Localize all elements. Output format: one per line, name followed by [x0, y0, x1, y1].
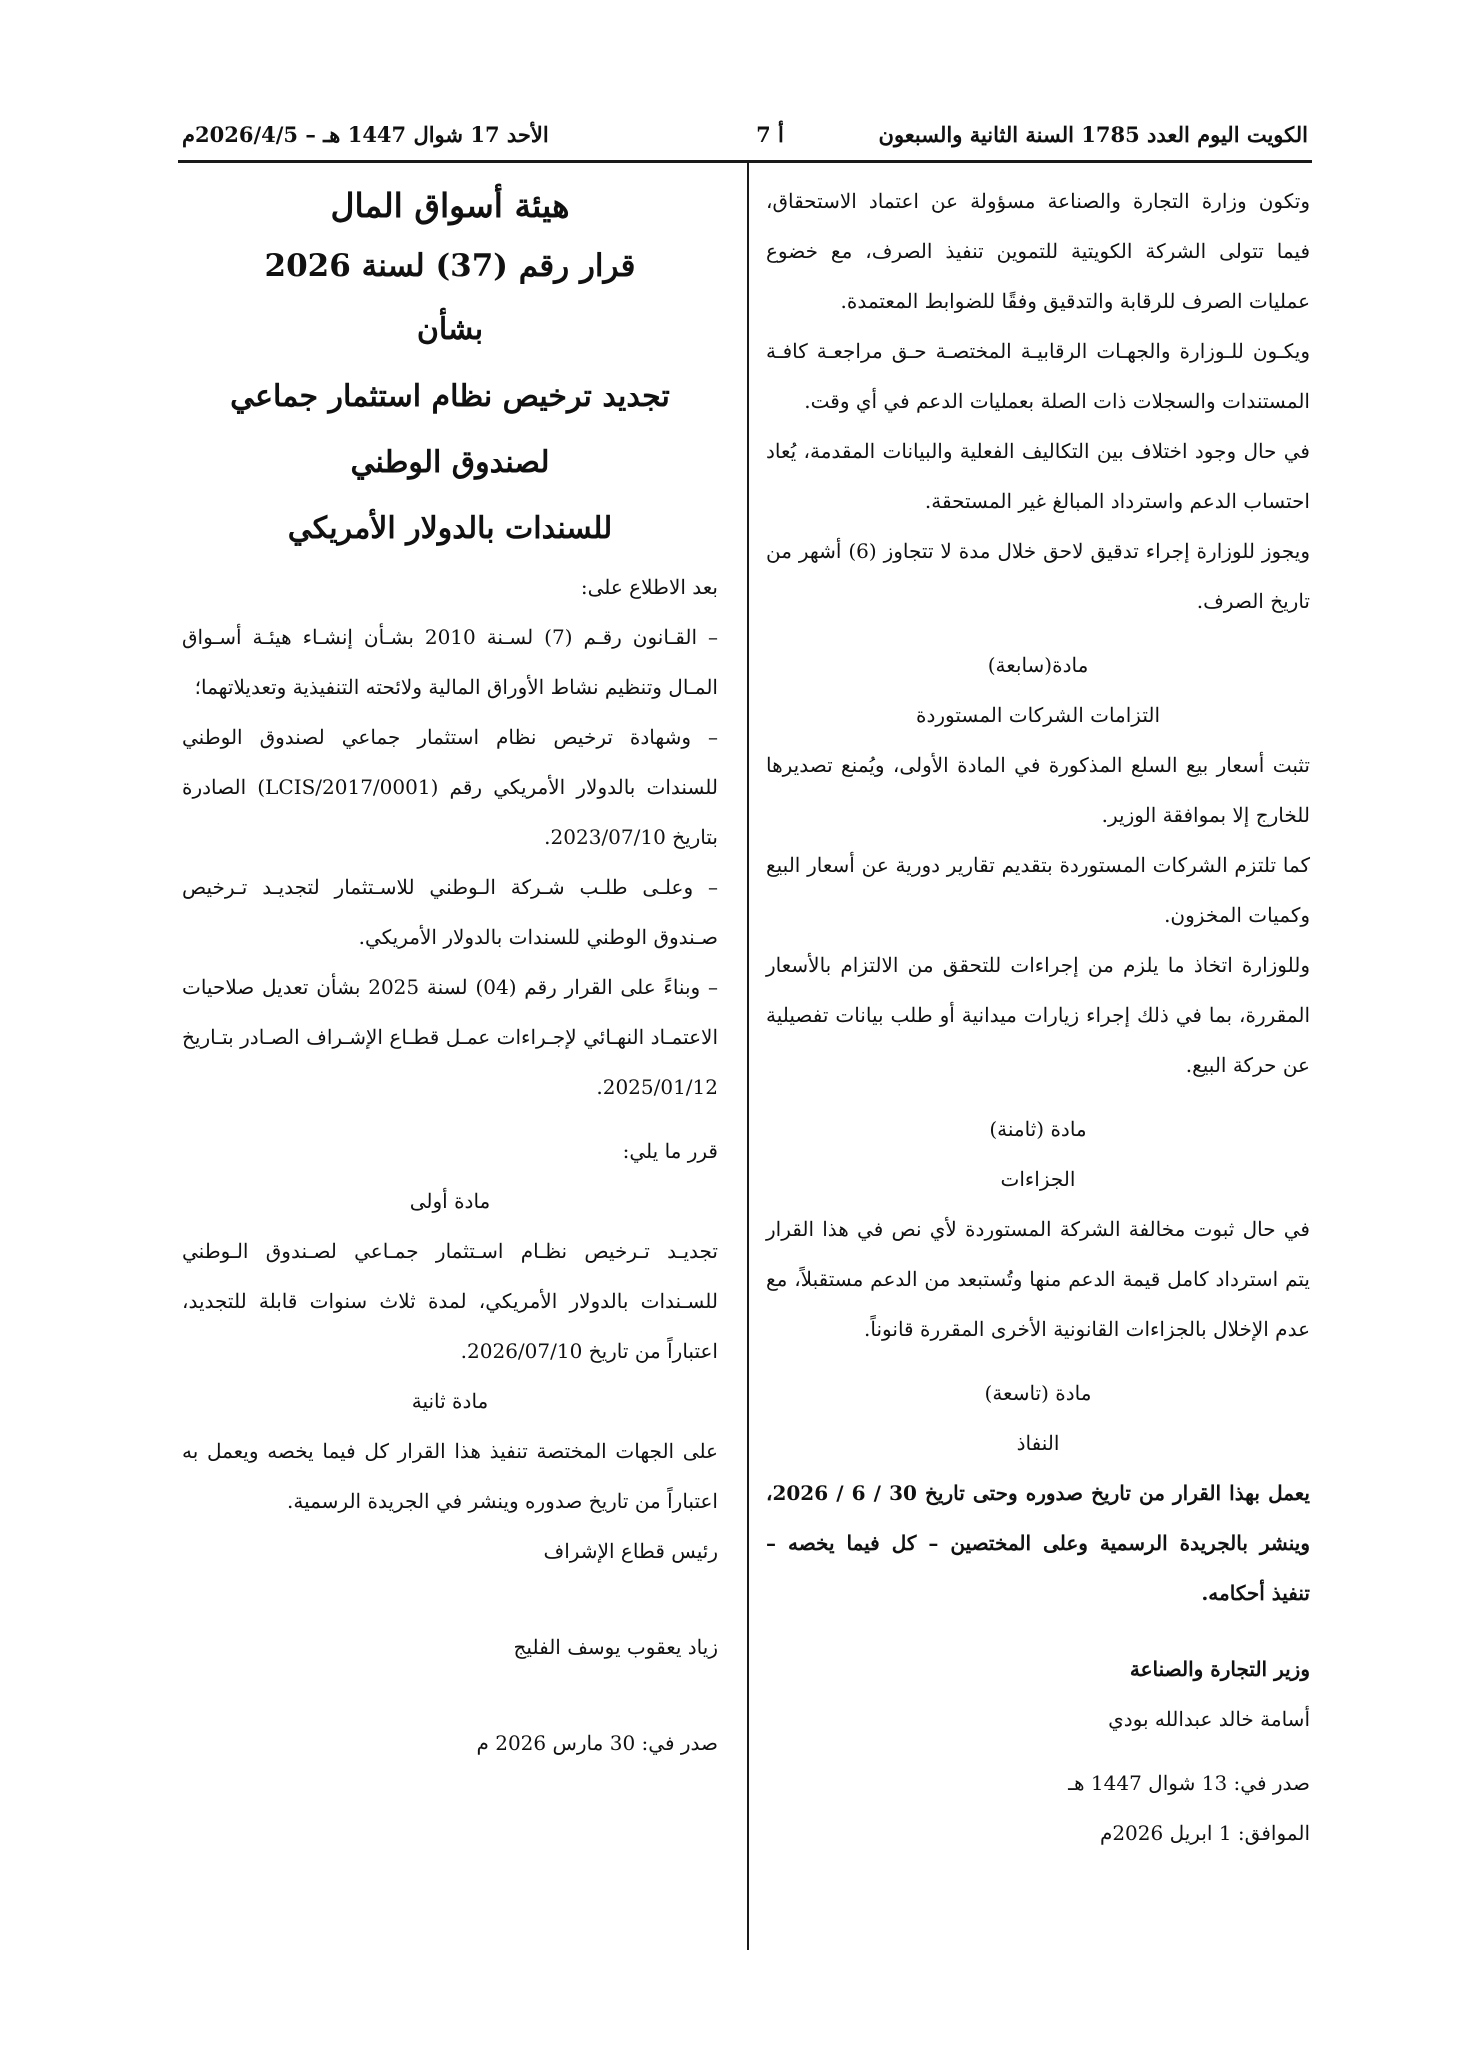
para-effect: يعمل بهذا القرار من تاريخ صدوره وحتى تاريخ 30 / 6 / 2026، وينشر بالجريدة الرسمية وعلى المختصين – كل فيما يخصه – تنفيذ أحكامه. [766, 1481, 1310, 1605]
para-eligibility: وتكون وزارة التجارة والصناعة مسؤولة عن اعتماد الاستحقاق، فيما تتولى الشركة الكويتية للتموين تنفيذ الصرف، مع خضوع عمليات الصرف للرقابة والتدقيق وفقًا للضوابط المعتمدة. [766, 189, 1310, 313]
article-1-title: مادة أولى [409, 1189, 491, 1213]
article-1-text: تجديـد تـرخيص نظـام اسـتثمار جمـاعي لصـندوق الـوطني للسـندات بالدولار الأمريكي، لمدة ثلاث سنوات قابلة للتجديد، اعتباراً من تاريخ 2026/07/10. [182, 1239, 718, 1363]
decision-regarding: بشأن [416, 312, 484, 347]
recital-request: – وعلـى طلـب شـركة الـوطني للاسـتثمار لتجديـد تـرخيص صـندوق الوطني للسندات بالدولار الأمريكي. [182, 875, 718, 949]
corresponding-date: الموافق: 1 ابريل 2026م [1099, 1821, 1310, 1845]
article-9-subtitle: النفاذ [1016, 1431, 1060, 1455]
decided-label: قرر ما يلي: [622, 1139, 718, 1163]
article-7-subtitle: التزامات الشركات المستوردة [915, 703, 1161, 727]
para-reports: كما تلتزم الشركات المستوردة بتقديم تقارير دورية عن أسعار البيع وكميات المخزون. [766, 853, 1310, 927]
header-date: الأحد 17 شوال 1447 هـ – 2026/4/5م [182, 122, 549, 147]
signatory-name: زياد يعقوب يوسف الفليج [513, 1635, 718, 1659]
para-price-fix: تثبت أسعار بيع السلع المذكورة في المادة الأولى، ويُمنع تصديرها للخارج إلا بموافقة الوزير. [766, 753, 1310, 827]
para-compliance: وللوزارة اتخاذ ما يلزم من إجراءات للتحقق من الالتزام بالأسعار المقررة، بما في ذلك إجراء زيارات ميدانية أو طلب بيانات تفصيلية عن حركة البيع. [766, 953, 1310, 1077]
recital-authority: – وبناءً على القرار رقم (04) لسنة 2025 بشأن تعديل صلاحيات الاعتمـاد النهـائي لإجـراءات عمـل قطـاع الإشـراف الصـادر بتـاريخ 2025/01/12. [182, 975, 718, 1099]
minister-title: وزير التجارة والصناعة [1129, 1657, 1310, 1681]
header-rule [178, 160, 1312, 163]
header-issue-info: الكويت اليوم العدد 1785 السنة الثانية والسبعون [878, 122, 1308, 147]
article-9-title: مادة (تاسعة) [984, 1381, 1092, 1405]
recital-license: – وشهادة ترخيص نظام استثمار جماعي لصندوق الوطني للسندات بالدولار الأمريكي رقم (LCIS/2017/0001) الصادرة بتاريخ 2023/07/10. [182, 725, 719, 849]
left-issued-date: صدر في: 30 مارس 2026 م [476, 1731, 718, 1755]
para-post-audit: ويجوز للوزارة إجراء تدقيق لاحق خلال مدة لا تتجاوز (6) أشهر من تاريخ الصرف. [766, 539, 1310, 613]
column-divider [747, 163, 749, 1950]
authority-name: هيئة أسواق المال [330, 186, 570, 225]
left-column [182, 176, 718, 1768]
article-7-title: مادة(سابعة) [987, 653, 1089, 677]
header-page-number: أ 7 [756, 122, 784, 147]
decision-number: قرار رقم (37) لسنة 2026 [264, 248, 636, 284]
decision-subject-line2: للسندات بالدولار الأمريكي [287, 511, 613, 546]
article-2-text: على الجهات المختصة تنفيذ هذا القرار كل فيما يخصه ويعمل به اعتباراً من تاريخ صدوره وينشر في الجريدة الرسمية. [182, 1439, 718, 1513]
article-8-subtitle: الجزاءات [1000, 1167, 1076, 1191]
minister-name: أسامة خالد عبدالله بودي [1108, 1707, 1310, 1731]
issued-date-hijri: صدر في: 13 شوال 1447 هـ [1068, 1771, 1310, 1795]
article-2-title: مادة ثانية [411, 1389, 489, 1413]
recital-law: – القـانون رقـم (7) لسـنة 2010 بشـأن إنشـاء هيئـة أسـواق المـال وتنظيم نشاط الأوراق المالية ولائحته التنفيذية وتعديلاتهما؛ [182, 625, 718, 699]
right-column [766, 176, 1310, 1858]
signatory-title: رئيس قطاع الإشراف [543, 1539, 718, 1563]
para-audit-right: ويكـون للـوزارة والجهـات الرقابيـة المختصـة حـق مراجعـة كافـة المستندات والسجلات ذات الصلة بعمليات الدعم في أي وقت. [766, 339, 1310, 413]
after-review-label: بعد الاطلاع على: [580, 575, 718, 599]
para-recalculation: في حال وجود اختلاف بين التكاليف الفعلية والبيانات المقدمة، يُعاد احتساب الدعم واسترداد المبالغ غير المستحقة. [766, 439, 1310, 513]
decision-subject-line1: تجديد ترخيص نظام استثمار جماعي لصندوق الوطني [230, 379, 670, 480]
article-8-title: مادة (ثامنة) [989, 1117, 1087, 1141]
para-penalties: في حال ثبوت مخالفة الشركة المستوردة لأي نص في هذا القرار يتم استرداد كامل قيمة الدعم منها وتُستبعد من الدعم مستقبلاً، مع عدم الإخلال بالجزاءات القانونية الأخرى المقررة قانوناً. [766, 1217, 1310, 1341]
